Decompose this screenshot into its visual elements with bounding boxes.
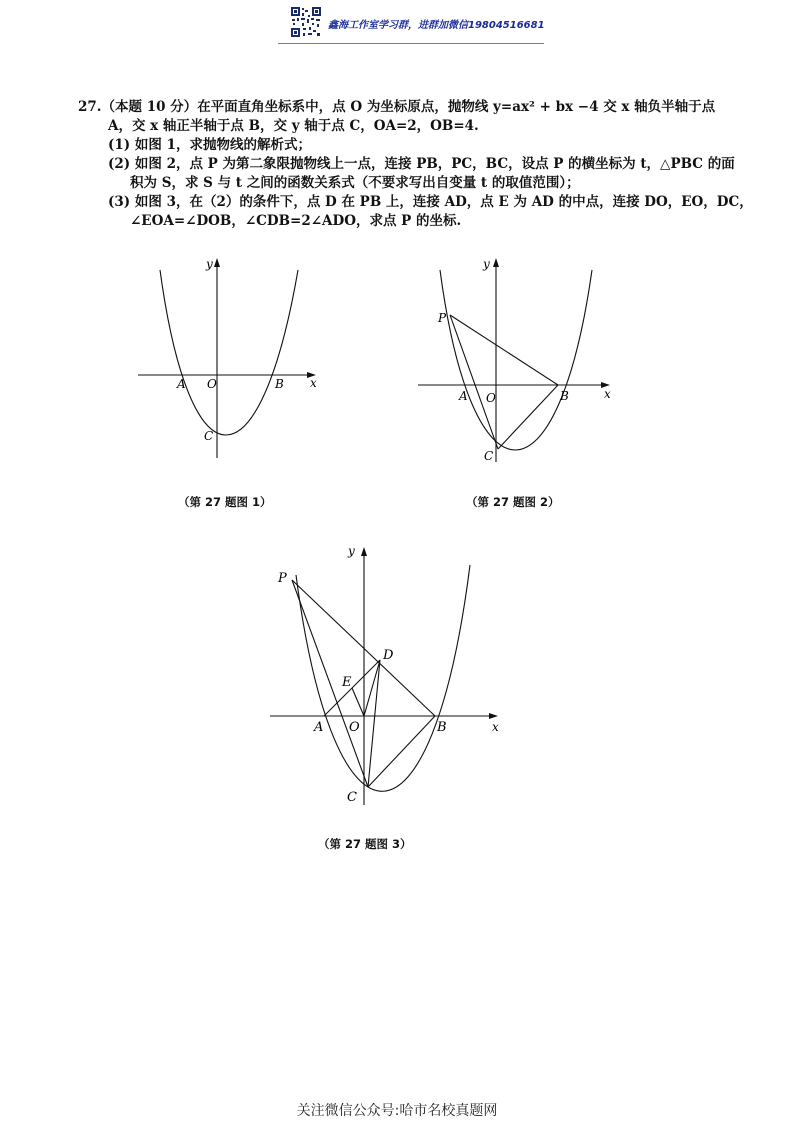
problem-stem-line-2: A，交 x 轴正半轴于点 B，交 y 轴于点 C，OA=2，OB=4. [108,118,479,134]
fig3-label-P: P [278,571,287,586]
fig3-label-C: C [347,790,357,805]
fig3-label-B: B [437,720,447,735]
fig3-label-y: y [348,544,355,558]
fig3-segment-EO [352,688,364,716]
problem-part-1: (1) 如图 1，求抛物线的解析式； [108,137,311,153]
header-banner-text: 鑫海工作室学习群，进群加微信19804516681 [328,20,545,31]
fig2-label-O: O [486,391,496,405]
figure-1-caption: （第 27 题图 1） [178,495,272,509]
fig1-label-A: A [177,377,186,391]
problem-27 [78,98,753,231]
fig3-label-O: O [349,720,360,735]
fig2-label-x: x [604,387,611,401]
problem-part-3-line-1: (3) 如图 3，在（2）的条件下，点 D 在 PB 上，连接 AD，点 E 为 AD 的中点，连接 DO，EO，DC， [108,194,753,210]
fig1-y-axis-arrow-icon [214,258,220,267]
fig2-segment-PC [450,315,498,449]
fig3-label-A: A [314,720,324,735]
problem-stem-line-1 [78,98,738,117]
figure-1-diagram [130,250,330,470]
fig2-label-P: P [438,311,447,325]
problem-number: 27. [78,99,102,115]
header-banner [290,6,544,40]
fig1-label-O: O [207,377,217,391]
figure-2-caption: （第 27 题图 2） [466,495,560,509]
problem-part-2-line-2: 积为 S，求 S 与 t 之间的函数关系式（不要求写出自变量 t 的取值范围）； [130,175,580,191]
fig1-parabola [160,270,298,435]
problem-part-2-line-1: (2) 如图 2，点 P 为第二象限抛物线上一点，连接 PB，PC，BC，设点 P 的横坐标为 t，△PBC 的面 [108,156,735,172]
figure-3-caption: （第 27 题图 3） [318,837,412,851]
fig2-label-A: A [459,389,468,403]
fig3-parabola [296,565,470,791]
fig3-label-E: E [342,675,352,690]
fig1-label-x: x [310,376,317,390]
fig3-segment-BC [368,716,435,787]
fig3-x-axis-arrow-icon [489,713,498,719]
fig2-segment-PB [450,315,558,385]
problem-points: （本题 10 分） [101,99,198,115]
fig1-label-C: C [204,429,214,443]
fig2-label-C: C [484,449,494,463]
fig1-label-y: y [206,257,213,271]
problem-part-3-line-2: ∠EOA=∠DOB，∠CDB=2∠ADO，求点 P 的坐标. [130,213,462,229]
problem-stem-text-1: 在平面直角坐标系中，点 O 为坐标原点，抛物线 y=ax² + bx −4 交 x 轴负半轴于点 [197,99,716,115]
figure-2 [410,250,620,480]
fig2-label-y: y [483,257,490,271]
fig2-segment-BC [498,385,558,449]
fig1-label-B: B [275,377,284,391]
fig3-y-axis-arrow-icon [361,547,367,556]
fig2-y-axis-arrow-icon [493,258,499,267]
figure-3 [262,535,512,815]
fig3-label-x: x [492,720,499,734]
footer-text: 关注微信公众号:哈市名校真题网 [296,1103,498,1119]
fig3-label-D: D [383,648,394,663]
figure-3-diagram [262,535,512,815]
fig2-parabola [440,270,592,450]
qr-code-icon [290,6,322,38]
figure-1 [130,250,330,470]
fig2-label-B: B [560,389,569,403]
header-divider [278,43,544,44]
figure-2-diagram [410,250,620,480]
